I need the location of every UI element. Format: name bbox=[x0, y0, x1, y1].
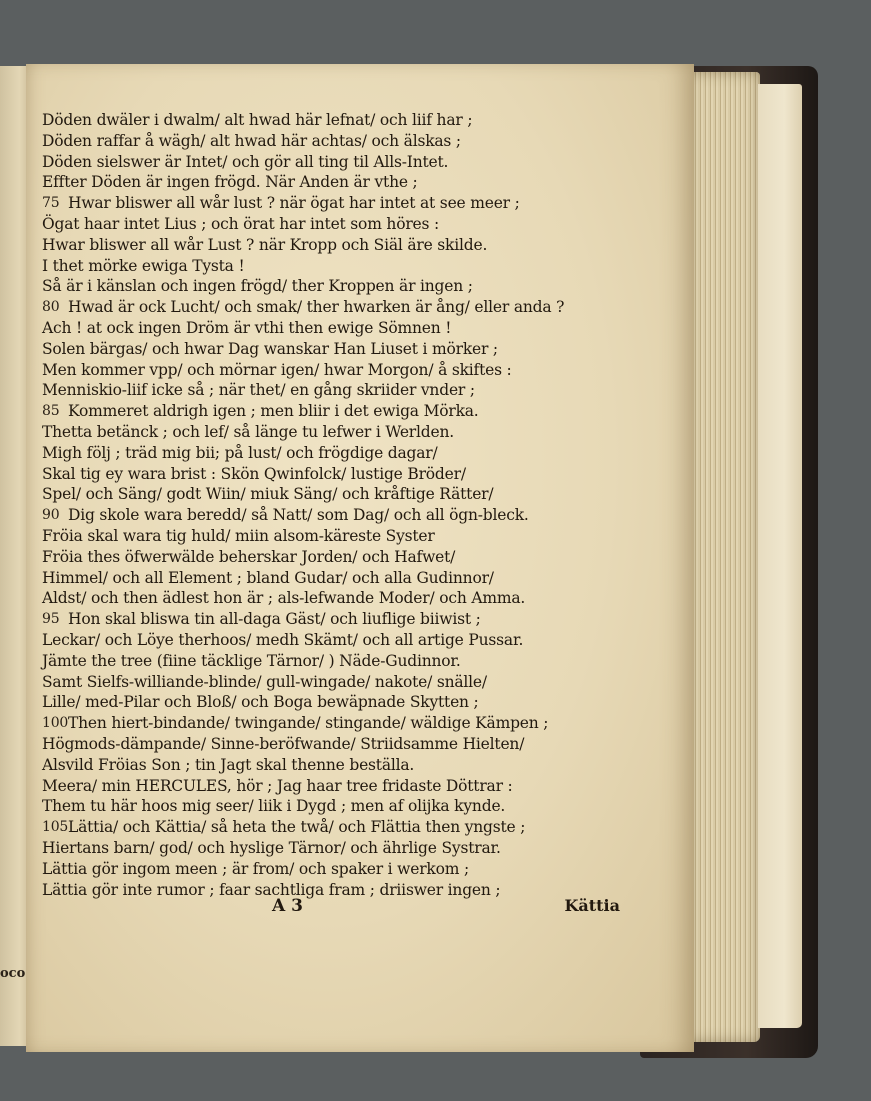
line-text: Döden sielswer är Intet/ och gör all ting til Alls-Intet. bbox=[42, 152, 449, 171]
line-text: Lättia gör ingom meen ; är from/ och spaker i werkom ; bbox=[42, 859, 469, 878]
line-text: Hwad är ock Lucht/ och smak/ ther hwarken är ång/ eller anda ? bbox=[68, 298, 565, 317]
line-text: Alsvild Fröias Son ; tin Jagt skal thenne beställa. bbox=[42, 755, 415, 774]
line-text: Ach ! at ock ingen Dröm är vthi then ewige Sömnen ! bbox=[42, 319, 452, 337]
line-text: Döden raffar å wägh/ alt hwad här achtas/ och älskas ; bbox=[42, 131, 461, 150]
line-text: Migh följ ; träd mig bii; på lust/ och frögdige dagar/ bbox=[42, 443, 438, 462]
line-text: Fröia skal wara tig huld/ miin alsom-käreste Syster bbox=[42, 527, 435, 545]
line-text: Lille/ med-Pilar och Bloß/ och Boga bewäpnade Skytten ; bbox=[42, 693, 479, 712]
line-text: I thet mörke ewiga Tysta ! bbox=[42, 256, 245, 275]
line-text: Dig skole wara beredd/ så Natt/ som Dag/ och all ögn-bleck. bbox=[68, 506, 529, 525]
line-text: Lättia gör inte rumor ; faar sachtliga fram ; driiswer ingen ; bbox=[42, 880, 501, 899]
signature-mark: A 3 bbox=[272, 896, 303, 916]
line-number: 95 bbox=[42, 611, 60, 628]
line-text: Fröia thes öfwerwälde beherskar Jorden/ och Hafwet/ bbox=[42, 547, 456, 566]
line-text: Jämte the tree (fiine täcklige Tärnor/ ) Näde-Gudinnor. bbox=[42, 651, 461, 670]
line-text: Hiertans barn/ god/ och hyslige Tärnor/ och ährlige Systrar. bbox=[42, 839, 501, 857]
page-edges bbox=[688, 72, 760, 1042]
line-text: Himmel/ och all Element ; bland Gudar/ och alla Gudinnor/ bbox=[42, 568, 494, 587]
line-text: Meera/ min HERCULES, hör ; Jag haar tree fridaste Döttrar : bbox=[42, 776, 513, 795]
line-number: 80 bbox=[42, 299, 60, 316]
line-text: Them tu här hoos mig seer/ liik i Dygd ; men af olijka kynde. bbox=[42, 797, 506, 816]
line-text: Spel/ och Säng/ godt Wiin/ miuk Säng/ och kråftige Rätter/ bbox=[42, 485, 494, 504]
line-text: Ögat haar intet Lius ; och örat har intet som höres : bbox=[42, 215, 440, 233]
line-text: Skal tig ey wara brist : Skön Qwinfolck/ lustige Bröder/ bbox=[42, 464, 466, 483]
left-facing-page bbox=[0, 66, 29, 1046]
line-text: Hwar bliswer all wår Lust ? när Kropp och Siäl äre skilde. bbox=[42, 235, 488, 254]
line-text: Lättia/ och Kättia/ så heta the twå/ och Flättia then yngste ; bbox=[68, 818, 526, 837]
line-text: Högmods-dämpande/ Sinne-beröfwande/ Striidsamme Hielten/ bbox=[42, 735, 525, 753]
line-text: Leckar/ och Löye therhoos/ medh Skämt/ och all artige Pussar. bbox=[42, 631, 524, 649]
line-text: Thetta betänck ; och lef/ så länge tu lefwer i Werlden. bbox=[42, 423, 454, 441]
line-text: Effter Döden är ingen frögd. När Anden är vthe ; bbox=[42, 173, 418, 192]
line-text: Kommeret aldrigh igen ; men bliir i det ewiga Mörka. bbox=[68, 402, 479, 421]
catchword: Kättia bbox=[564, 896, 620, 915]
line-text: Så är i känslan och ingen frögd/ ther Kroppen är ingen ; bbox=[42, 277, 473, 296]
line-text: Hwar bliswer all wår lust ? när ögat har intet at see meer ; bbox=[68, 194, 520, 213]
line-text: Döden dwäler i dwalm/ alt hwad här lefnat/ och liif har ; bbox=[42, 111, 473, 129]
line-text: Men kommer vpp/ och mörnar igen/ hwar Morgon/ å skiftes : bbox=[42, 360, 512, 379]
line-text: Menniskio-liif icke så ; när thet/ en gång skriider vnder ; bbox=[42, 381, 475, 400]
line-text: Then hiert-bindande/ twingande/ stingande/ wäldige Kämpen ; bbox=[68, 714, 549, 733]
line-text: Aldst/ och then ädlest hon är ; als-lefwande Moder/ och Amma. bbox=[42, 589, 526, 608]
page-footer bbox=[42, 896, 682, 920]
left-page-fragment: oco bbox=[0, 966, 26, 981]
line-number: 105 bbox=[42, 819, 69, 836]
line-number: 100 bbox=[42, 715, 69, 732]
line-number: 85 bbox=[42, 403, 60, 420]
line-number: 75 bbox=[42, 195, 60, 212]
book-page bbox=[26, 64, 694, 1052]
line-number: 90 bbox=[42, 507, 60, 524]
line-text: Samt Sielfs-williande-blinde/ gull-wingade/ nakote/ snälle/ bbox=[42, 672, 487, 691]
line-text: Solen bärgas/ och hwar Dag wanskar Han Liuset i mörker ; bbox=[42, 339, 498, 358]
line-text: Hon skal bliswa tin all-daga Gäst/ och liuflige biiwist ; bbox=[68, 610, 481, 629]
flyleaf bbox=[758, 84, 802, 1028]
